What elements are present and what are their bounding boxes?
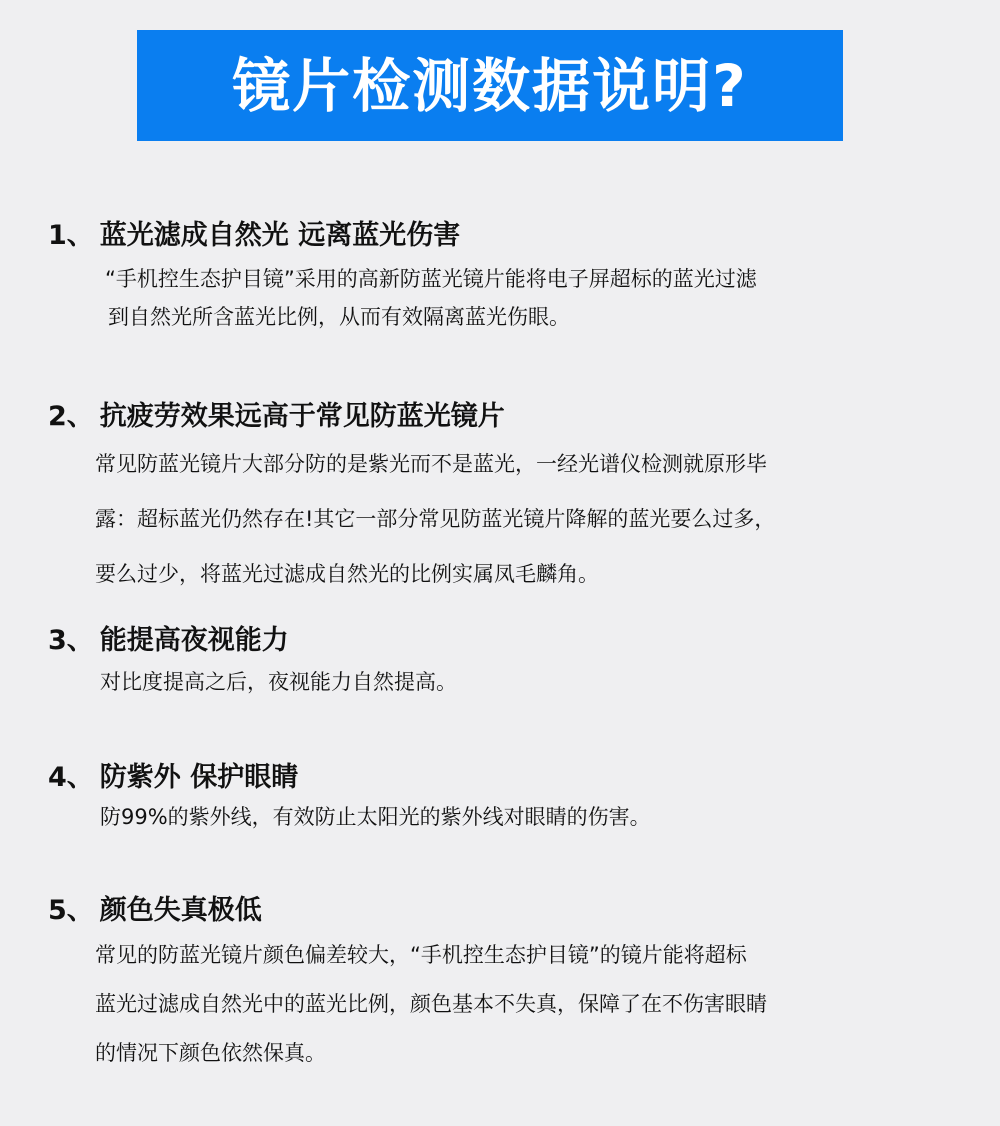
title-banner: [137, 30, 843, 141]
body-line: 露：超标蓝光仍然存在!其它一部分常见防蓝光镜片降解的蓝光要么过多，: [95, 507, 776, 531]
section-heading: [48, 887, 262, 927]
section-number: 5、: [48, 894, 94, 926]
section-number: 2、: [48, 400, 94, 432]
section-body: [95, 437, 775, 602]
section-heading-text: 蓝光滤成自然光 远离蓝光伤害: [99, 219, 461, 251]
section-heading: [48, 212, 460, 252]
section-body: [100, 663, 457, 701]
section-heading: [48, 393, 505, 433]
body-line: 到自然光所含蓝光比例，从而有效隔离蓝光伤眼。: [108, 305, 570, 329]
body-line: 的情况下颜色依然保真。: [95, 1041, 326, 1065]
body-line: “手机控生态护目镜”采用的高新防蓝光镜片能将电子屏超标的蓝光过滤: [105, 267, 757, 291]
section-body: [105, 260, 757, 336]
section-heading-text: 抗疲劳效果远高于常见防蓝光镜片: [99, 400, 505, 432]
section-heading: [48, 617, 289, 657]
section-heading: [48, 754, 298, 794]
section-heading-text: 防紫外 保护眼睛: [99, 761, 299, 793]
section-heading-text: 能提高夜视能力: [99, 624, 289, 656]
body-line: 常见的防蓝光镜片颜色偏差较大，“手机控生态护目镜”的镜片能将超标: [95, 943, 747, 967]
section-number: 1、: [48, 219, 94, 251]
body-line: 常见防蓝光镜片大部分防的是紫光而不是蓝光，一经光谱仪检测就原形毕: [95, 452, 767, 476]
section-heading-text: 颜色失真极低: [99, 894, 262, 926]
section-body: [100, 798, 651, 836]
body-line: 要么过少，将蓝光过滤成自然光的比例实属凤毛麟角。: [95, 562, 599, 586]
body-line: 蓝光过滤成自然光中的蓝光比例，颜色基本不失真，保障了在不伤害眼睛: [95, 992, 767, 1016]
section-body: [95, 931, 767, 1078]
body-line: 防99%的紫外线，有效防止太阳光的紫外线对眼睛的伤害。: [100, 805, 651, 829]
body-line: 对比度提高之后，夜视能力自然提高。: [100, 670, 457, 694]
section-number: 4、: [48, 761, 94, 793]
section-number: 3、: [48, 624, 94, 656]
page-title: 镜片检测数据说明?: [232, 51, 748, 120]
